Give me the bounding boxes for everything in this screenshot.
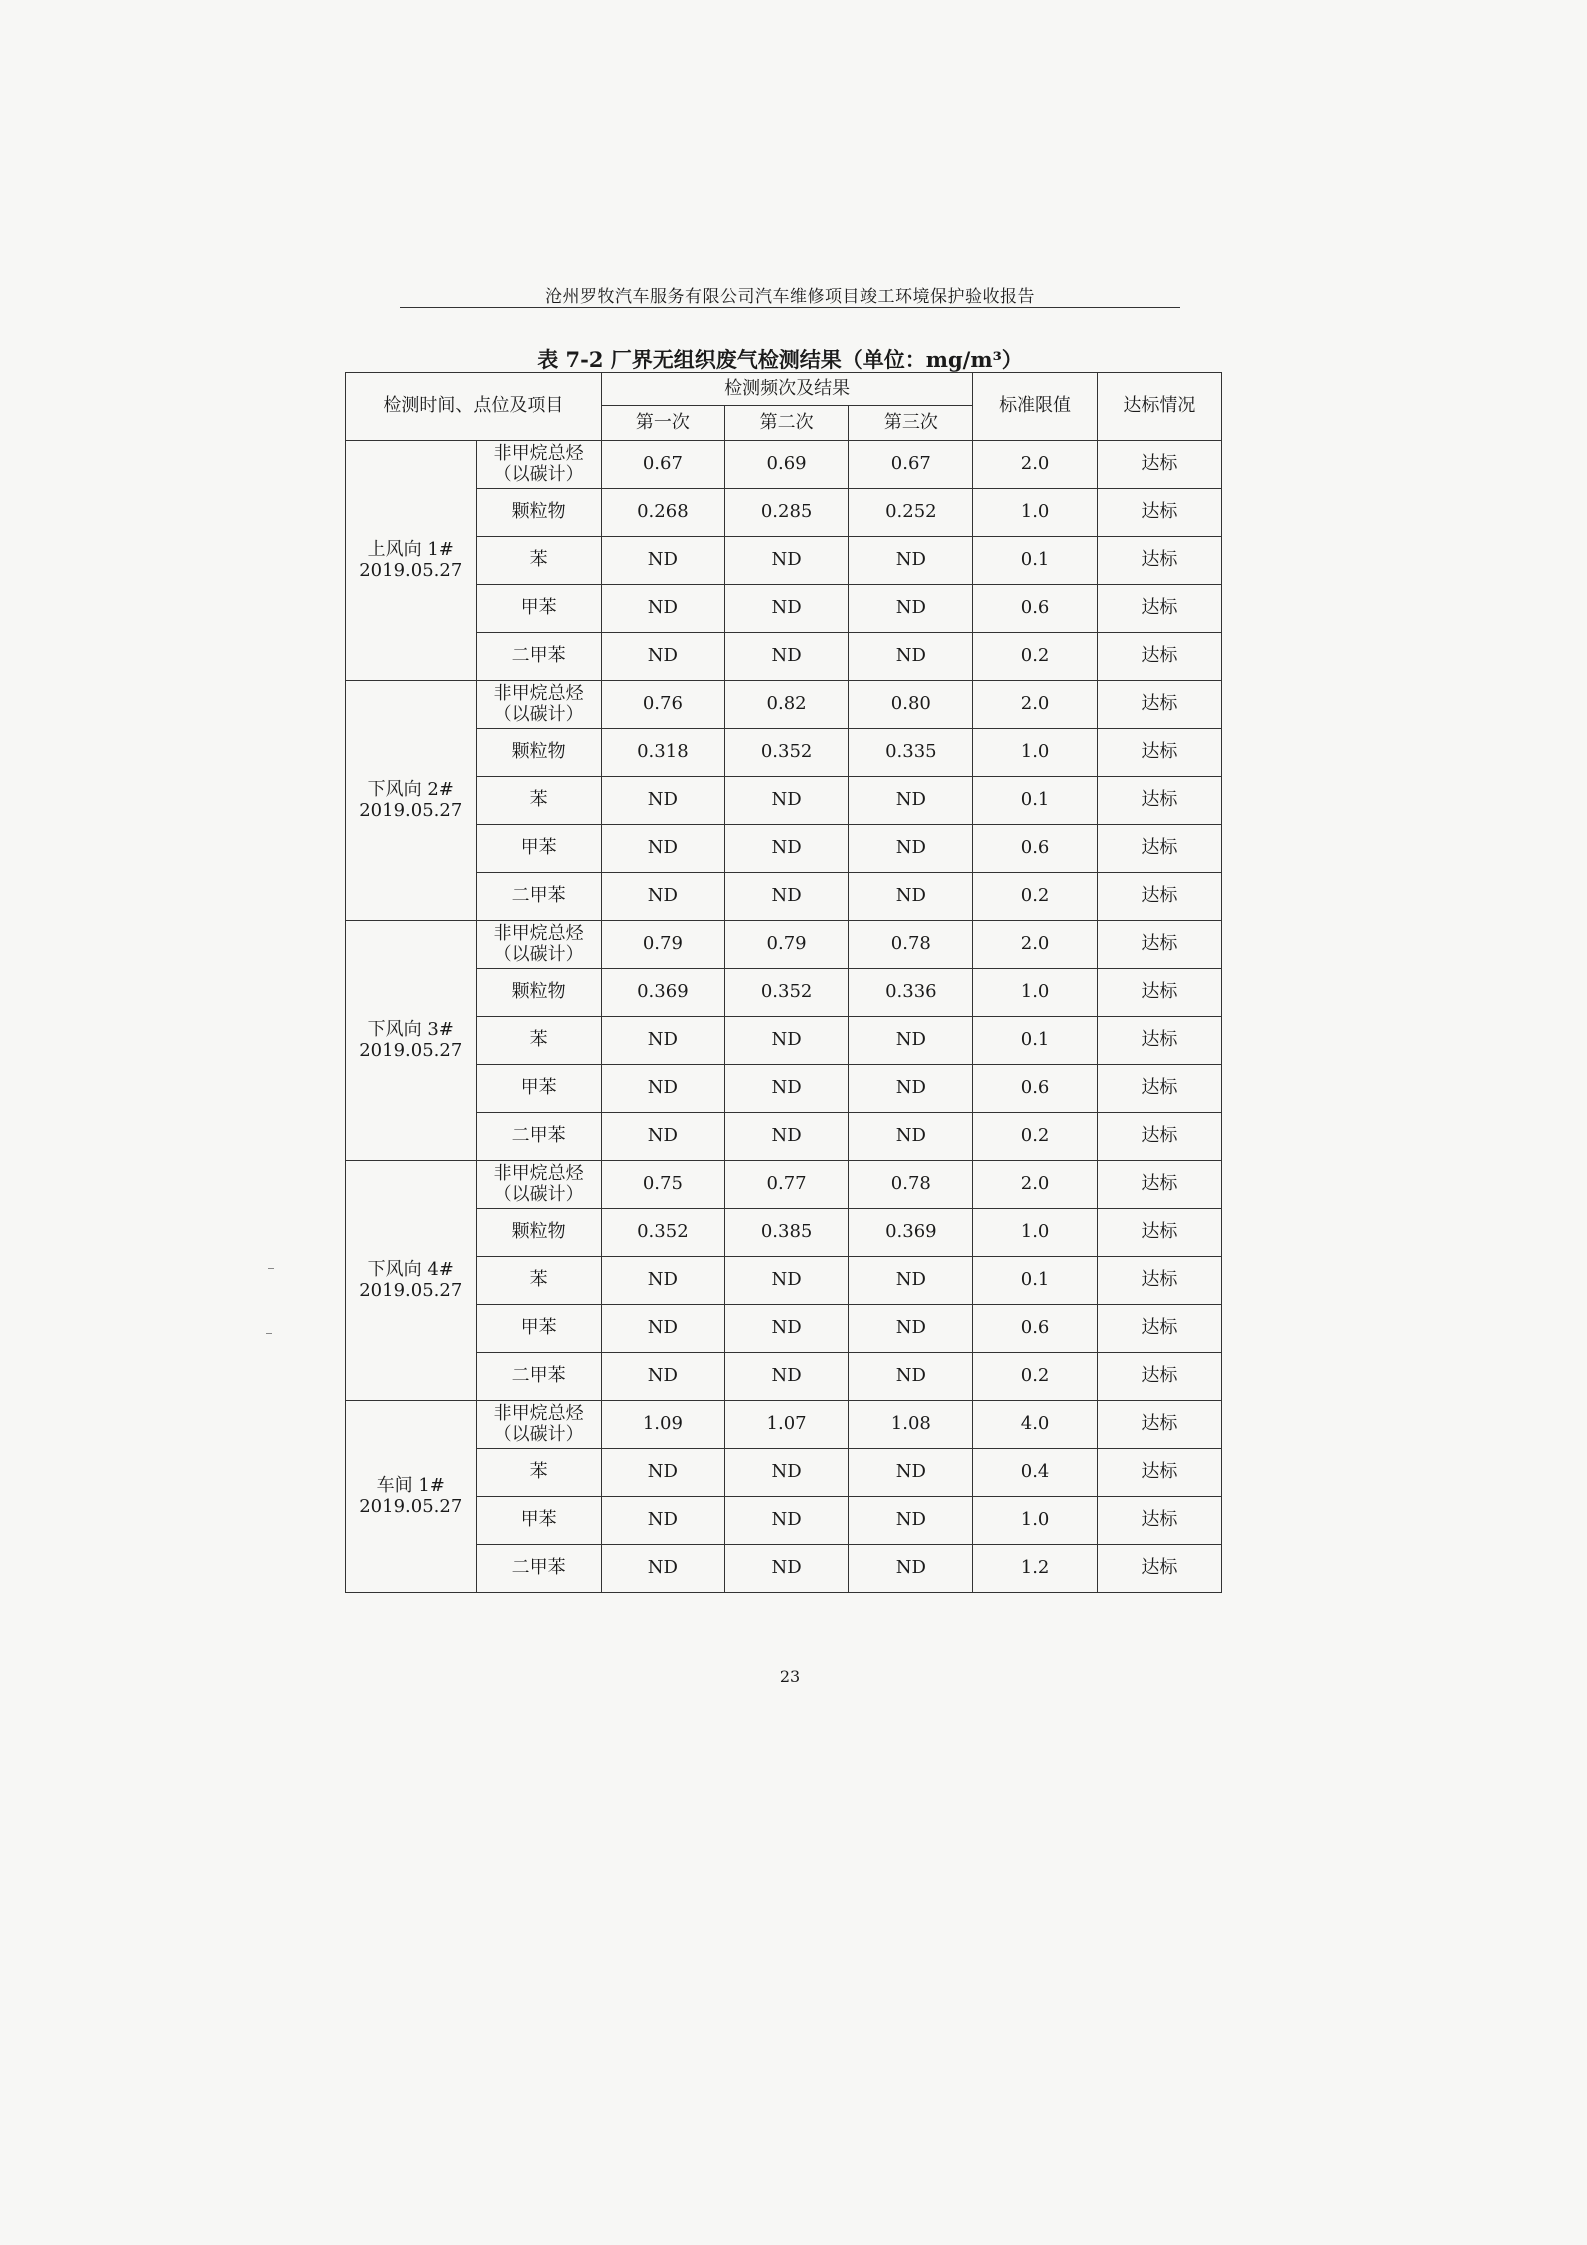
result-first: 1.09 bbox=[601, 1401, 724, 1449]
result-first: ND bbox=[601, 1257, 724, 1305]
result-second: 1.07 bbox=[724, 1401, 848, 1449]
item-name: 甲苯 bbox=[520, 837, 557, 859]
table-row bbox=[346, 681, 1222, 729]
item-name: 甲苯 bbox=[520, 597, 557, 619]
limit-value: 1.0 bbox=[973, 1497, 1097, 1545]
item-cell bbox=[476, 1401, 601, 1449]
location-label: 下风向 3# bbox=[367, 1018, 454, 1040]
result-second: 0.285 bbox=[724, 489, 848, 537]
table-row bbox=[346, 1257, 1222, 1305]
result-second: ND bbox=[724, 633, 848, 681]
header-item: 检测时间、点位及项目 bbox=[346, 373, 602, 441]
item-name: 非甲烷总烃 bbox=[493, 442, 584, 464]
status-value: 达标 bbox=[1097, 873, 1221, 921]
table-row bbox=[346, 1449, 1222, 1497]
result-third: ND bbox=[849, 1257, 973, 1305]
result-second: 0.385 bbox=[724, 1209, 848, 1257]
result-first: ND bbox=[601, 633, 724, 681]
status-value: 达标 bbox=[1097, 441, 1221, 489]
status-value: 达标 bbox=[1097, 921, 1221, 969]
result-third: 0.336 bbox=[849, 969, 973, 1017]
result-third: ND bbox=[849, 1353, 973, 1401]
result-second: 0.352 bbox=[724, 969, 848, 1017]
result-first: 0.67 bbox=[601, 441, 724, 489]
result-first: 0.76 bbox=[601, 681, 724, 729]
status-value: 达标 bbox=[1097, 969, 1221, 1017]
item-note: （以碳计） bbox=[493, 943, 584, 965]
sampling-date: 2019.05.27 bbox=[359, 1279, 463, 1301]
result-third: ND bbox=[849, 1497, 973, 1545]
item-cell bbox=[476, 1113, 601, 1161]
limit-value: 1.0 bbox=[973, 489, 1097, 537]
table-row bbox=[346, 825, 1222, 873]
item-cell bbox=[476, 873, 601, 921]
item-name: 非甲烷总烃 bbox=[493, 922, 584, 944]
result-third: 1.08 bbox=[849, 1401, 973, 1449]
limit-value: 0.4 bbox=[973, 1449, 1097, 1497]
status-value: 达标 bbox=[1097, 1353, 1221, 1401]
limit-value: 0.1 bbox=[973, 537, 1097, 585]
table-row bbox=[346, 921, 1222, 969]
result-first: ND bbox=[601, 1017, 724, 1065]
result-second: ND bbox=[724, 1305, 848, 1353]
result-first: 0.352 bbox=[601, 1209, 724, 1257]
page-number: 23 bbox=[779, 1667, 801, 1686]
item-cell bbox=[476, 1065, 601, 1113]
limit-value: 0.1 bbox=[973, 1257, 1097, 1305]
limit-value: 1.2 bbox=[973, 1545, 1097, 1593]
result-second: ND bbox=[724, 825, 848, 873]
result-second: ND bbox=[724, 537, 848, 585]
item-cell bbox=[476, 825, 601, 873]
limit-value: 1.0 bbox=[973, 729, 1097, 777]
sampling-date: 2019.05.27 bbox=[359, 799, 463, 821]
status-value: 达标 bbox=[1097, 681, 1221, 729]
result-second: ND bbox=[724, 1065, 848, 1113]
result-first: ND bbox=[601, 1497, 724, 1545]
table-row bbox=[346, 633, 1222, 681]
item-name: 二甲苯 bbox=[511, 645, 566, 667]
item-name: 二甲苯 bbox=[511, 885, 566, 907]
result-third: ND bbox=[849, 633, 973, 681]
item-cell bbox=[476, 1017, 601, 1065]
table-row bbox=[346, 489, 1222, 537]
running-header: 沧州罗牧汽车服务有限公司汽车维修项目竣工环境保护验收报告 bbox=[545, 287, 1035, 307]
item-cell bbox=[476, 969, 601, 1017]
item-name: 苯 bbox=[529, 1461, 548, 1483]
table-row bbox=[346, 1497, 1222, 1545]
item-name: 二甲苯 bbox=[511, 1557, 566, 1579]
result-first: ND bbox=[601, 777, 724, 825]
status-value: 达标 bbox=[1097, 537, 1221, 585]
result-third: ND bbox=[849, 777, 973, 825]
result-third: ND bbox=[849, 1305, 973, 1353]
item-cell bbox=[476, 1161, 601, 1209]
result-second: ND bbox=[724, 1497, 848, 1545]
result-third: ND bbox=[849, 825, 973, 873]
result-third: ND bbox=[849, 585, 973, 633]
limit-value: 0.2 bbox=[973, 1353, 1097, 1401]
limit-value: 4.0 bbox=[973, 1401, 1097, 1449]
result-first: 0.369 bbox=[601, 969, 724, 1017]
header-first: 第一次 bbox=[601, 406, 724, 441]
result-first: ND bbox=[601, 537, 724, 585]
result-third: 0.335 bbox=[849, 729, 973, 777]
status-value: 达标 bbox=[1097, 1161, 1221, 1209]
table-caption bbox=[340, 344, 1220, 374]
result-first: ND bbox=[601, 1065, 724, 1113]
item-name: 颗粒物 bbox=[511, 981, 566, 1003]
location-label: 下风向 2# bbox=[367, 778, 454, 800]
table-row bbox=[346, 1353, 1222, 1401]
status-value: 达标 bbox=[1097, 1017, 1221, 1065]
result-first: ND bbox=[601, 1545, 724, 1593]
result-second: 0.82 bbox=[724, 681, 848, 729]
item-cell bbox=[476, 729, 601, 777]
header-third: 第三次 bbox=[849, 406, 973, 441]
result-second: ND bbox=[724, 585, 848, 633]
item-name: 甲苯 bbox=[520, 1317, 557, 1339]
result-second: 0.79 bbox=[724, 921, 848, 969]
limit-value: 2.0 bbox=[973, 441, 1097, 489]
caption-unit: mg/m³ bbox=[925, 347, 1002, 372]
status-value: 达标 bbox=[1097, 1497, 1221, 1545]
limit-value: 2.0 bbox=[973, 1161, 1097, 1209]
result-second: ND bbox=[724, 873, 848, 921]
status-value: 达标 bbox=[1097, 1305, 1221, 1353]
item-cell bbox=[476, 1257, 601, 1305]
status-value: 达标 bbox=[1097, 585, 1221, 633]
table-row bbox=[346, 1209, 1222, 1257]
status-value: 达标 bbox=[1097, 1257, 1221, 1305]
limit-value: 2.0 bbox=[973, 681, 1097, 729]
header-status: 达标情况 bbox=[1097, 373, 1221, 441]
location-cell bbox=[346, 1401, 477, 1593]
status-value: 达标 bbox=[1097, 1449, 1221, 1497]
limit-value: 0.1 bbox=[973, 777, 1097, 825]
result-second: 0.352 bbox=[724, 729, 848, 777]
table-row bbox=[346, 1305, 1222, 1353]
item-cell bbox=[476, 441, 601, 489]
item-note: （以碳计） bbox=[493, 463, 584, 485]
status-value: 达标 bbox=[1097, 1113, 1221, 1161]
limit-value: 0.6 bbox=[973, 1305, 1097, 1353]
limit-value: 2.0 bbox=[973, 921, 1097, 969]
table-body bbox=[346, 441, 1222, 1593]
result-first: ND bbox=[601, 585, 724, 633]
scan-speck bbox=[268, 1268, 274, 1269]
item-cell bbox=[476, 681, 601, 729]
item-name: 颗粒物 bbox=[511, 741, 566, 763]
result-third: ND bbox=[849, 1065, 973, 1113]
result-second: ND bbox=[724, 1113, 848, 1161]
table-row bbox=[346, 873, 1222, 921]
item-name: 苯 bbox=[529, 789, 548, 811]
table-row bbox=[346, 537, 1222, 585]
item-note: （以碳计） bbox=[493, 1183, 584, 1205]
item-note: （以碳计） bbox=[493, 1423, 584, 1445]
result-first: ND bbox=[601, 1449, 724, 1497]
result-first: 0.75 bbox=[601, 1161, 724, 1209]
result-second: ND bbox=[724, 1257, 848, 1305]
limit-value: 0.1 bbox=[973, 1017, 1097, 1065]
table-row bbox=[346, 729, 1222, 777]
header-freq-group: 检测频次及结果 bbox=[601, 373, 973, 406]
limit-value: 0.2 bbox=[973, 873, 1097, 921]
caption-suffix: ） bbox=[1001, 347, 1023, 372]
result-second: ND bbox=[724, 1449, 848, 1497]
table-row bbox=[346, 777, 1222, 825]
table-row bbox=[346, 1545, 1222, 1593]
table-row bbox=[346, 969, 1222, 1017]
item-name: 二甲苯 bbox=[511, 1125, 566, 1147]
table-row bbox=[346, 441, 1222, 489]
item-cell bbox=[476, 489, 601, 537]
item-cell bbox=[476, 1305, 601, 1353]
result-third: 0.252 bbox=[849, 489, 973, 537]
header-limit: 标准限值 bbox=[973, 373, 1097, 441]
item-cell bbox=[476, 777, 601, 825]
table-row bbox=[346, 1401, 1222, 1449]
limit-value: 0.2 bbox=[973, 633, 1097, 681]
result-second: 0.69 bbox=[724, 441, 848, 489]
item-name: 苯 bbox=[529, 549, 548, 571]
item-name: 苯 bbox=[529, 1029, 548, 1051]
status-value: 达标 bbox=[1097, 633, 1221, 681]
result-second: ND bbox=[724, 1545, 848, 1593]
status-value: 达标 bbox=[1097, 1401, 1221, 1449]
result-second: ND bbox=[724, 1017, 848, 1065]
item-cell bbox=[476, 585, 601, 633]
result-second: ND bbox=[724, 1353, 848, 1401]
sampling-date: 2019.05.27 bbox=[359, 1495, 463, 1517]
item-name: 非甲烷总烃 bbox=[493, 682, 584, 704]
table-row bbox=[346, 1017, 1222, 1065]
item-name: 非甲烷总烃 bbox=[493, 1162, 584, 1184]
sampling-date: 2019.05.27 bbox=[359, 1039, 463, 1061]
item-name: 颗粒物 bbox=[511, 501, 566, 523]
location-label: 下风向 4# bbox=[367, 1258, 454, 1280]
result-third: ND bbox=[849, 1545, 973, 1593]
result-first: 0.268 bbox=[601, 489, 724, 537]
status-value: 达标 bbox=[1097, 777, 1221, 825]
result-third: 0.369 bbox=[849, 1209, 973, 1257]
item-cell bbox=[476, 1449, 601, 1497]
result-first: ND bbox=[601, 1113, 724, 1161]
limit-value: 0.6 bbox=[973, 585, 1097, 633]
limit-value: 0.6 bbox=[973, 1065, 1097, 1113]
item-name: 甲苯 bbox=[520, 1509, 557, 1531]
limit-value: 0.2 bbox=[973, 1113, 1097, 1161]
result-third: ND bbox=[849, 537, 973, 585]
item-cell bbox=[476, 921, 601, 969]
item-name: 苯 bbox=[529, 1269, 548, 1291]
item-note: （以碳计） bbox=[493, 703, 584, 725]
location-label: 车间 1# bbox=[376, 1474, 445, 1496]
result-third: 0.80 bbox=[849, 681, 973, 729]
status-value: 达标 bbox=[1097, 1545, 1221, 1593]
result-first: ND bbox=[601, 1353, 724, 1401]
location-cell bbox=[346, 1161, 477, 1401]
result-third: ND bbox=[849, 873, 973, 921]
result-first: ND bbox=[601, 873, 724, 921]
location-cell bbox=[346, 681, 477, 921]
scan-speck bbox=[266, 1333, 272, 1334]
item-name: 颗粒物 bbox=[511, 1221, 566, 1243]
result-first: 0.79 bbox=[601, 921, 724, 969]
status-value: 达标 bbox=[1097, 1209, 1221, 1257]
header-rule bbox=[400, 307, 1180, 308]
location-label: 上风向 1# bbox=[367, 538, 454, 560]
item-name: 二甲苯 bbox=[511, 1365, 566, 1387]
result-third: 0.78 bbox=[849, 1161, 973, 1209]
result-third: ND bbox=[849, 1017, 973, 1065]
limit-value: 1.0 bbox=[973, 969, 1097, 1017]
item-cell bbox=[476, 1209, 601, 1257]
item-cell bbox=[476, 633, 601, 681]
status-value: 达标 bbox=[1097, 825, 1221, 873]
location-cell bbox=[346, 441, 477, 681]
item-cell bbox=[476, 1353, 601, 1401]
item-cell bbox=[476, 1545, 601, 1593]
results-table bbox=[345, 372, 1222, 1593]
limit-value: 0.6 bbox=[973, 825, 1097, 873]
result-third: 0.67 bbox=[849, 441, 973, 489]
header-second: 第二次 bbox=[724, 406, 848, 441]
caption-prefix: 表 7-2 厂界无组织废气检测结果（单位： bbox=[537, 347, 926, 372]
item-cell bbox=[476, 1497, 601, 1545]
table-row bbox=[346, 1065, 1222, 1113]
limit-value: 1.0 bbox=[973, 1209, 1097, 1257]
table-row bbox=[346, 1113, 1222, 1161]
result-first: 0.318 bbox=[601, 729, 724, 777]
status-value: 达标 bbox=[1097, 489, 1221, 537]
item-name: 非甲烷总烃 bbox=[493, 1402, 584, 1424]
table-row bbox=[346, 1161, 1222, 1209]
item-cell bbox=[476, 537, 601, 585]
status-value: 达标 bbox=[1097, 1065, 1221, 1113]
status-value: 达标 bbox=[1097, 729, 1221, 777]
table-row bbox=[346, 585, 1222, 633]
result-second: 0.77 bbox=[724, 1161, 848, 1209]
result-second: ND bbox=[724, 777, 848, 825]
table-head bbox=[346, 373, 1222, 441]
result-third: ND bbox=[849, 1113, 973, 1161]
result-first: ND bbox=[601, 1305, 724, 1353]
item-name: 甲苯 bbox=[520, 1077, 557, 1099]
result-third: 0.78 bbox=[849, 921, 973, 969]
location-cell bbox=[346, 921, 477, 1161]
result-third: ND bbox=[849, 1449, 973, 1497]
result-first: ND bbox=[601, 825, 724, 873]
sampling-date: 2019.05.27 bbox=[359, 559, 463, 581]
